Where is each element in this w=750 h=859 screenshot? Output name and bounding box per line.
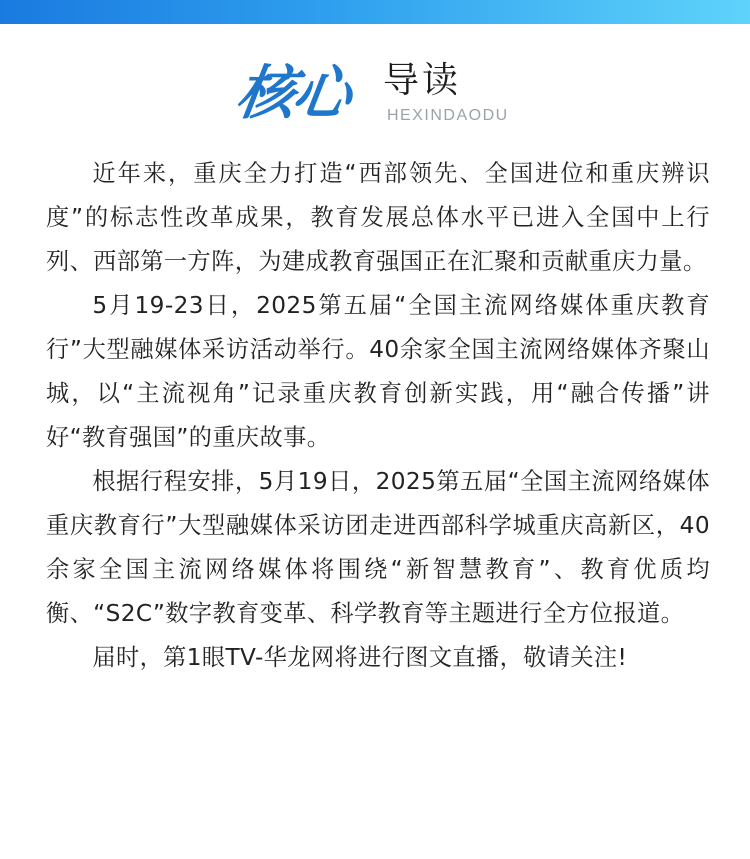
section-header [232, 54, 557, 138]
paragraph-intro: 近年来，重庆全力打造“西部领先、全国进位和重庆辨识度”的标志性改革成果，教育发展总体水平已进入全国中上行列、西部第一方阵，为建成教育强国正在汇聚和贡献重庆力量。 [46, 160, 710, 275]
section-title: 导读 [383, 60, 462, 101]
section-subtitle: HEXINDAODU [387, 107, 509, 124]
paragraph-schedule: 根据行程安排，5月19日，2025第五届“全国主流网络媒体重庆教育行”大型融媒体采访团走进西部科学城重庆高新区，40余家全国主流网络媒体将围绕“新智慧教育”、教育优质均衡、“S2C”数字教育变革、科学教育等主题进行全方位报道。 [46, 468, 710, 627]
top-gradient-bar [0, 0, 750, 24]
paragraph-event: 5月19-23日，2025第五届“全国主流网络媒体重庆教育行”大型融媒体采访活动举行。40余家全国主流网络媒体齐聚山城，以“主流视角”记录重庆教育创新实践，用“融合传播”讲好“教育强国”的重庆故事。 [46, 292, 710, 451]
paragraph-livestream: 届时，第1眼TV-华龙网将进行图文直播，敬请关注! [92, 644, 628, 671]
brand-calligraphy-logo: 核心 [232, 59, 354, 127]
article-body [46, 152, 710, 680]
